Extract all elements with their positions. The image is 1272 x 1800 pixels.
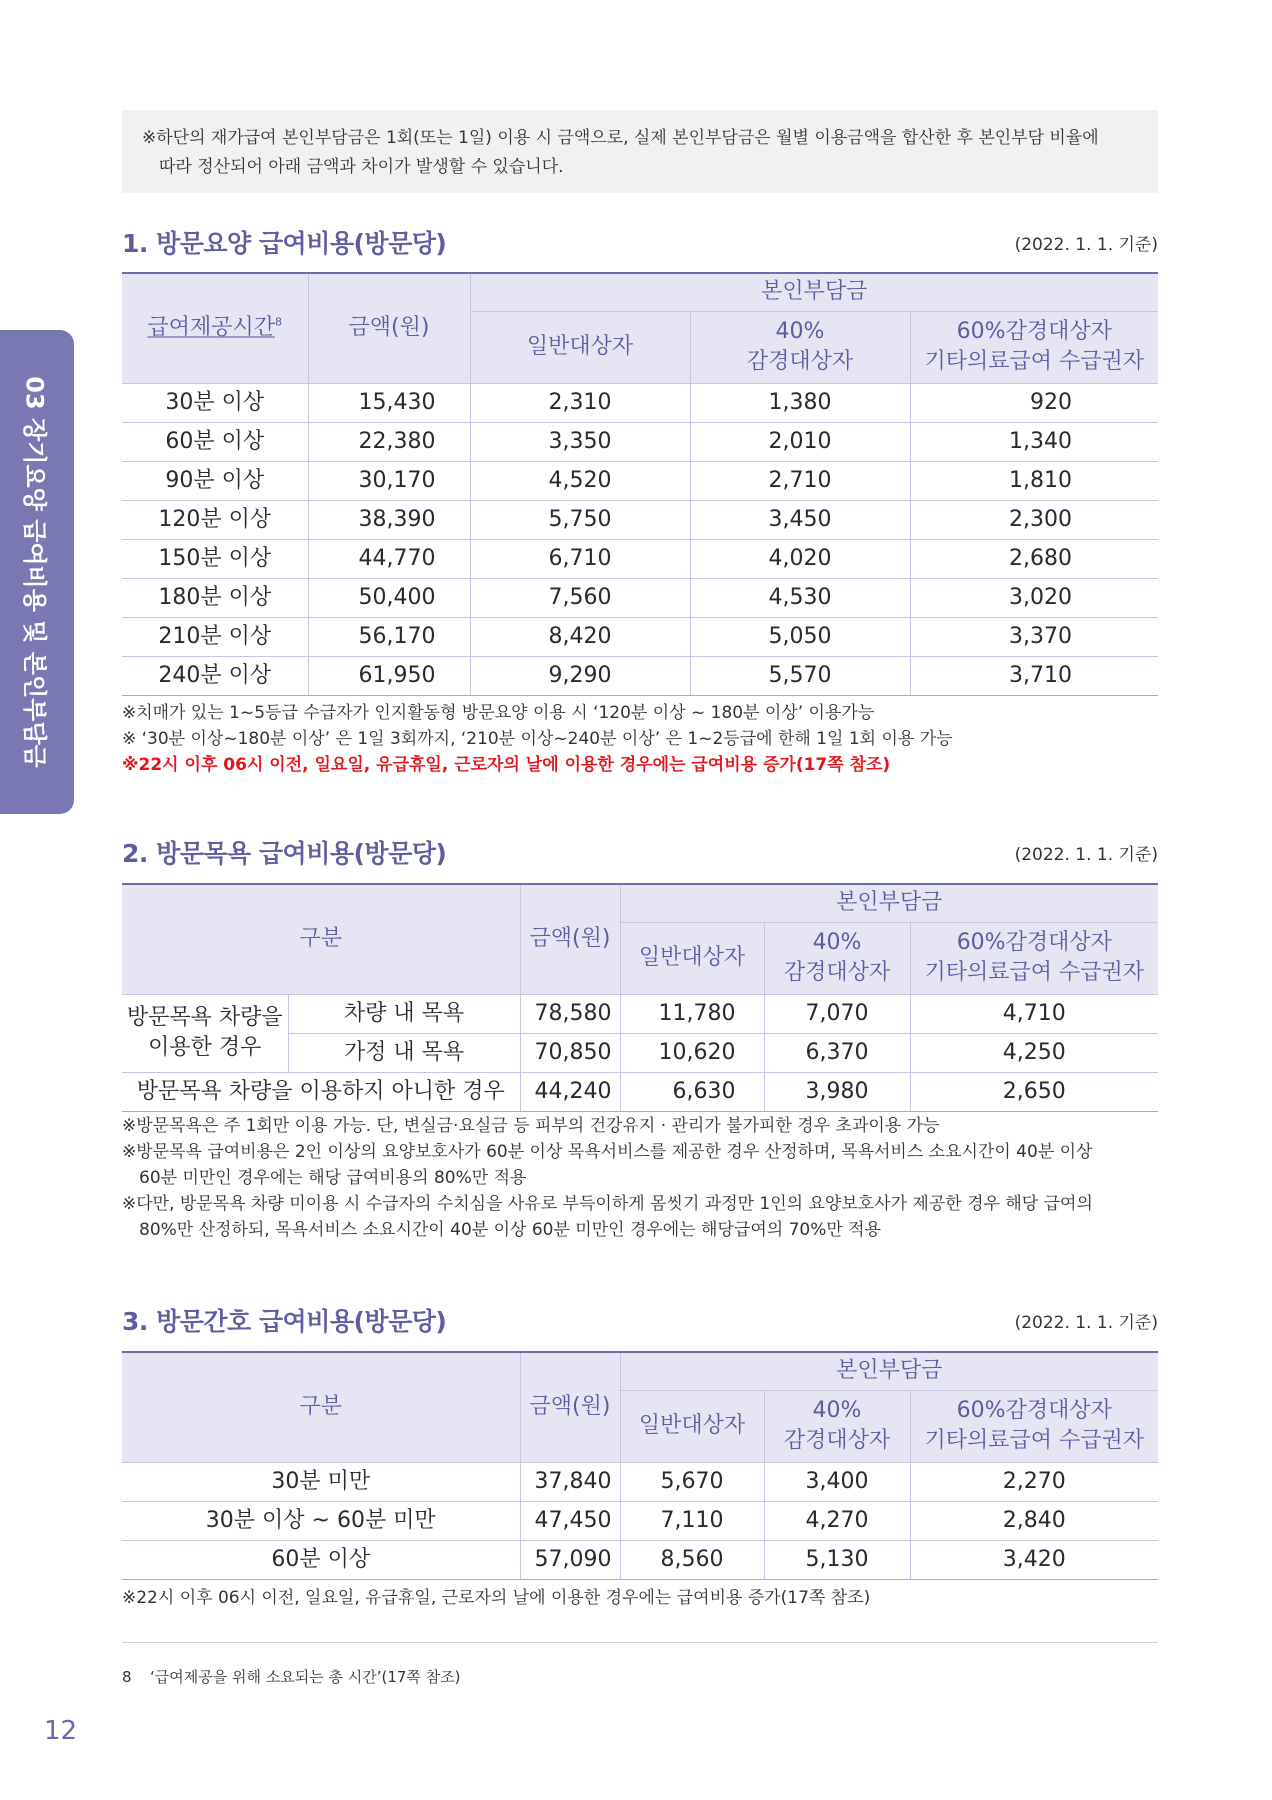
header-reduced-40-line2: 감경대상자 xyxy=(783,1428,891,1453)
header-reduced-60-line2: 기타의료급여 수급권자 xyxy=(924,1428,1145,1453)
header-copay: 본인부담금 xyxy=(470,273,1158,311)
amount-cell: 44,240 xyxy=(520,1072,620,1111)
reduced-40-cell: 3,400 xyxy=(764,1462,910,1501)
table-row xyxy=(122,422,1158,461)
header-category: 구분 xyxy=(122,884,520,994)
footnote xyxy=(122,1666,461,1687)
table-row xyxy=(122,1540,1158,1579)
table-row xyxy=(122,994,1158,1033)
amount-cell: 78,580 xyxy=(520,994,620,1033)
reduced-40-cell: 5,130 xyxy=(764,1540,910,1579)
header-amount: 금액(원) xyxy=(520,1352,620,1462)
table-row xyxy=(122,539,1158,578)
reduced-60-cell: 4,710 xyxy=(910,994,1158,1033)
vehicle-group-line2: 이용한 경우 xyxy=(148,1035,262,1060)
service-time-cell: 90분 이상 xyxy=(122,461,308,500)
notice-line-1: ※하단의 재가급여 본인부담금은 1회(또는 1일) 이용 시 금액으로, 실제 본인부담금은 월별 이용금액을 합산한 후 본인부담 비율에 xyxy=(142,128,1099,148)
service-time-cell: 210분 이상 xyxy=(122,617,308,656)
section-1-note: ※치매가 있는 1~5등급 수급자가 인지활동형 방문요양 이용 시 ‘120분 이상 ~ 180분 이상’ 이용가능 xyxy=(122,703,875,723)
amount-cell: 38,390 xyxy=(308,500,470,539)
service-time-cell: 180분 이상 xyxy=(122,578,308,617)
header-reduced-60-line1: 60%감경대상자 xyxy=(956,319,1112,344)
section-1-notes xyxy=(122,700,1162,778)
general-cell: 8,420 xyxy=(470,617,690,656)
general-cell: 7,110 xyxy=(620,1501,764,1540)
chapter-side-tab xyxy=(0,330,74,814)
reduced-40-cell: 4,270 xyxy=(764,1501,910,1540)
reduced-40-cell: 2,710 xyxy=(690,461,910,500)
reduced-40-cell: 6,370 xyxy=(764,1033,910,1072)
reduced-40-cell: 5,050 xyxy=(690,617,910,656)
service-time-cell: 60분 이상 xyxy=(122,422,308,461)
reduced-60-cell: 3,370 xyxy=(910,617,1158,656)
table-row xyxy=(122,656,1158,695)
section-3-note: ※22시 이후 06시 이전, 일요일, 유급휴일, 근로자의 날에 이용한 경우에는 급여비용 증가(17쪽 참조) xyxy=(122,1588,871,1608)
table-row xyxy=(122,1462,1158,1501)
header-reduced-60 xyxy=(910,922,1158,994)
section-3-notes xyxy=(122,1585,1162,1611)
section-2-note: ※방문목욕 급여비용은 2인 이상의 요양보호사가 60분 이상 목욕서비스를 제공한 경우 산정하며, 목욕서비스 소요시간이 40분 이상 xyxy=(122,1142,1093,1162)
section-3-date: (2022. 1. 1. 기준) xyxy=(1014,1313,1158,1333)
row-label: 60분 이상 xyxy=(122,1540,520,1579)
service-time-cell: 240분 이상 xyxy=(122,656,308,695)
header-copay: 본인부담금 xyxy=(620,1352,1158,1390)
header-reduced-60-line1: 60%감경대상자 xyxy=(956,930,1112,955)
general-cell: 7,560 xyxy=(470,578,690,617)
header-reduced-60-line2: 기타의료급여 수급권자 xyxy=(924,960,1145,985)
header-service-time-label: 급여제공시간 xyxy=(147,315,275,341)
section-2-note: 80%만 산정하되, 목욕서비스 소요시간이 40분 이상 60분 미만인 경우에는 해당급여의 70%만 적용 xyxy=(139,1220,882,1240)
table-row xyxy=(122,461,1158,500)
header-reduced-60-line1: 60%감경대상자 xyxy=(956,1398,1112,1423)
amount-cell: 47,450 xyxy=(520,1501,620,1540)
amount-cell: 50,400 xyxy=(308,578,470,617)
section-2-note: 60분 미만인 경우에는 해당 급여비용의 80%만 적용 xyxy=(139,1168,527,1188)
section-2-date: (2022. 1. 1. 기준) xyxy=(1014,845,1158,865)
header-reduced-40-line2: 감경대상자 xyxy=(746,349,854,374)
row-label: 30분 미만 xyxy=(122,1462,520,1501)
service-time-cell: 150분 이상 xyxy=(122,539,308,578)
row-label: 차량 내 목욕 xyxy=(288,994,520,1033)
reduced-40-cell: 3,980 xyxy=(764,1072,910,1111)
home-care-fee-table xyxy=(122,272,1158,696)
amount-cell: 56,170 xyxy=(308,617,470,656)
table-row xyxy=(122,500,1158,539)
general-cell: 11,780 xyxy=(620,994,764,1033)
bathing-fee-table xyxy=(122,883,1158,1112)
footnote-divider xyxy=(122,1642,1158,1643)
header-reduced-40-line1: 40% xyxy=(812,930,862,955)
reduced-60-cell: 2,680 xyxy=(910,539,1158,578)
header-reduced-40 xyxy=(764,922,910,994)
general-cell: 5,750 xyxy=(470,500,690,539)
table-row xyxy=(122,1072,1158,1111)
header-reduced-60-line2: 기타의료급여 수급권자 xyxy=(924,349,1145,374)
header-amount: 금액(원) xyxy=(520,884,620,994)
reduced-40-cell: 2,010 xyxy=(690,422,910,461)
header-general: 일반대상자 xyxy=(470,311,690,383)
reduced-60-cell: 2,840 xyxy=(910,1501,1158,1540)
notice-line-2: 따라 정산되어 아래 금액과 차이가 발생할 수 있습니다. xyxy=(159,157,564,177)
general-cell: 3,350 xyxy=(470,422,690,461)
footnote-number: 8 xyxy=(122,1668,132,1686)
table-row xyxy=(122,383,1158,422)
general-cell: 10,620 xyxy=(620,1033,764,1072)
reduced-40-cell: 7,070 xyxy=(764,994,910,1033)
reduced-60-cell: 2,270 xyxy=(910,1462,1158,1501)
section-2-note: ※방문목욕은 주 1회만 이용 가능. 단, 변실금·요실금 등 피부의 건강유지 · 관리가 불가피한 경우 초과이용 가능 xyxy=(122,1116,940,1136)
amount-cell: 57,090 xyxy=(520,1540,620,1579)
row-label: 방문목욕 차량을 이용하지 아니한 경우 xyxy=(122,1072,520,1111)
amount-cell: 61,950 xyxy=(308,656,470,695)
reduced-60-cell: 920 xyxy=(910,383,1158,422)
reduced-40-cell: 4,020 xyxy=(690,539,910,578)
general-cell: 5,670 xyxy=(620,1462,764,1501)
row-label: 가정 내 목욕 xyxy=(288,1033,520,1072)
general-cell: 6,710 xyxy=(470,539,690,578)
footnote-text: ‘급여제공을 위해 소요되는 총 시간’(17쪽 참조) xyxy=(150,1668,461,1686)
header-general: 일반대상자 xyxy=(620,1390,764,1462)
header-reduced-40-line1: 40% xyxy=(775,319,825,344)
page-number: 12 xyxy=(44,1716,78,1746)
amount-cell: 30,170 xyxy=(308,461,470,500)
reduced-60-cell: 1,810 xyxy=(910,461,1158,500)
footnote-ref-8: 8 xyxy=(275,315,282,329)
reduced-60-cell: 4,250 xyxy=(910,1033,1158,1072)
reduced-60-cell: 2,650 xyxy=(910,1072,1158,1111)
service-time-cell: 30분 이상 xyxy=(122,383,308,422)
amount-cell: 70,850 xyxy=(520,1033,620,1072)
notice-box xyxy=(122,110,1158,193)
header-reduced-40 xyxy=(764,1390,910,1462)
general-cell: 6,630 xyxy=(620,1072,764,1111)
chapter-side-tab-label: 03 장기요양 급여비용 및 본인부담금 xyxy=(20,376,49,768)
reduced-60-cell: 2,300 xyxy=(910,500,1158,539)
header-service-time xyxy=(122,273,308,383)
section-1-date: (2022. 1. 1. 기준) xyxy=(1014,235,1158,255)
general-cell: 2,310 xyxy=(470,383,690,422)
reduced-60-cell: 3,420 xyxy=(910,1540,1158,1579)
section-1-red-note: ※22시 이후 06시 이전, 일요일, 유급휴일, 근로자의 날에 이용한 경우에는 급여비용 증가(17쪽 참조) xyxy=(122,755,891,775)
reduced-60-cell: 3,020 xyxy=(910,578,1158,617)
header-reduced-40 xyxy=(690,311,910,383)
section-2-notes xyxy=(122,1113,1162,1243)
header-reduced-40-line2: 감경대상자 xyxy=(783,960,891,985)
header-reduced-40-line1: 40% xyxy=(812,1398,862,1423)
section-1-title: 1. 방문요양 급여비용(방문당) xyxy=(122,229,447,258)
table-row xyxy=(122,1501,1158,1540)
header-general: 일반대상자 xyxy=(620,922,764,994)
amount-cell: 37,840 xyxy=(520,1462,620,1501)
reduced-40-cell: 3,450 xyxy=(690,500,910,539)
reduced-60-cell: 3,710 xyxy=(910,656,1158,695)
table-row xyxy=(122,617,1158,656)
nursing-fee-table xyxy=(122,1351,1158,1580)
reduced-60-cell: 1,340 xyxy=(910,422,1158,461)
table-row xyxy=(122,578,1158,617)
header-category: 구분 xyxy=(122,1352,520,1462)
reduced-40-cell: 5,570 xyxy=(690,656,910,695)
amount-cell: 44,770 xyxy=(308,539,470,578)
reduced-40-cell: 4,530 xyxy=(690,578,910,617)
section-2-title: 2. 방문목욕 급여비용(방문당) xyxy=(122,839,447,868)
section-2-note: ※다만, 방문목욕 차량 미이용 시 수급자의 수치심을 사유로 부득이하게 몸씻기 과정만 1인의 요양보호사가 제공한 경우 해당 급여의 xyxy=(122,1194,1093,1214)
section-3-title: 3. 방문간호 급여비용(방문당) xyxy=(122,1307,447,1336)
header-amount: 금액(원) xyxy=(308,273,470,383)
reduced-40-cell: 1,380 xyxy=(690,383,910,422)
row-label: 30분 이상 ~ 60분 미만 xyxy=(122,1501,520,1540)
section-1-note: ※ ‘30분 이상~180분 이상’ 은 1일 3회까지, ‘210분 이상~240분 이상’ 은 1~2등급에 한해 1일 1회 이용 가능 xyxy=(122,729,953,749)
header-reduced-60 xyxy=(910,1390,1158,1462)
general-cell: 4,520 xyxy=(470,461,690,500)
general-cell: 8,560 xyxy=(620,1540,764,1579)
header-copay: 본인부담금 xyxy=(620,884,1158,922)
vehicle-group-line1: 방문목욕 차량을 xyxy=(126,1005,283,1030)
amount-cell: 22,380 xyxy=(308,422,470,461)
vehicle-group-cell xyxy=(122,994,288,1072)
general-cell: 9,290 xyxy=(470,656,690,695)
amount-cell: 15,430 xyxy=(308,383,470,422)
header-reduced-60 xyxy=(910,311,1158,383)
service-time-cell: 120분 이상 xyxy=(122,500,308,539)
